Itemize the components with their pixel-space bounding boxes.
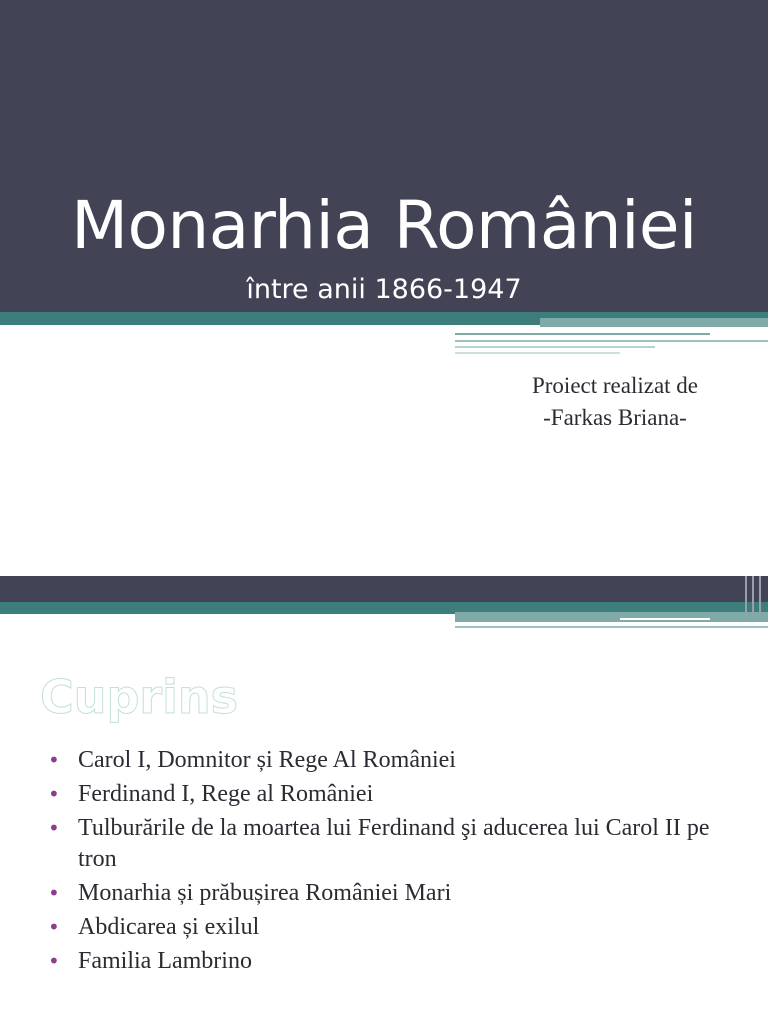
decor-stripe	[455, 626, 768, 628]
bullet-icon: •	[48, 782, 60, 806]
list-item	[48, 813, 728, 875]
list-item-text: Abdicarea și exilul	[78, 914, 260, 940]
header-band	[0, 576, 768, 602]
list-item-text: Ferdinand I, Rege al României	[78, 781, 374, 807]
author-line-1: Proiect realizat de	[531, 373, 699, 398]
bullet-icon: •	[48, 748, 60, 772]
decor-stripe	[745, 576, 747, 616]
decor-stripe	[455, 352, 620, 354]
list-item	[48, 946, 728, 977]
list-item-text: Carol I, Domnitor și Rege Al României	[78, 747, 456, 773]
list-item	[48, 878, 728, 909]
decor-stripe	[752, 576, 754, 616]
bullet-icon: •	[48, 881, 60, 905]
list-item-text: Tulburările de la moartea lui Ferdinand şi aducerea lui Carol II pe tron	[78, 815, 710, 872]
author-block	[490, 370, 740, 434]
list-item	[48, 912, 728, 943]
list-item-text: Monarhia și prăbușirea României Mari	[78, 880, 452, 906]
teal-accent	[540, 318, 768, 327]
decor-stripe	[620, 618, 710, 620]
list-item	[48, 779, 728, 810]
contents-list	[48, 745, 728, 980]
slide-title: Monarhia României	[71, 187, 697, 264]
decor-stripe	[455, 333, 710, 335]
bullet-icon: •	[48, 816, 60, 840]
contents-heading: Cuprins	[40, 670, 239, 724]
bullet-icon: •	[48, 915, 60, 939]
list-item	[48, 745, 728, 776]
bullet-icon: •	[48, 949, 60, 973]
decor-stripe	[759, 576, 761, 616]
decor-stripe	[455, 346, 655, 348]
list-item-text: Familia Lambrino	[78, 948, 252, 974]
author-line-2: -Farkas Briana-	[543, 405, 687, 430]
slide-subtitle: între anii 1866-1947	[246, 274, 522, 305]
decor-stripe	[455, 340, 768, 342]
teal-accent	[455, 612, 768, 622]
